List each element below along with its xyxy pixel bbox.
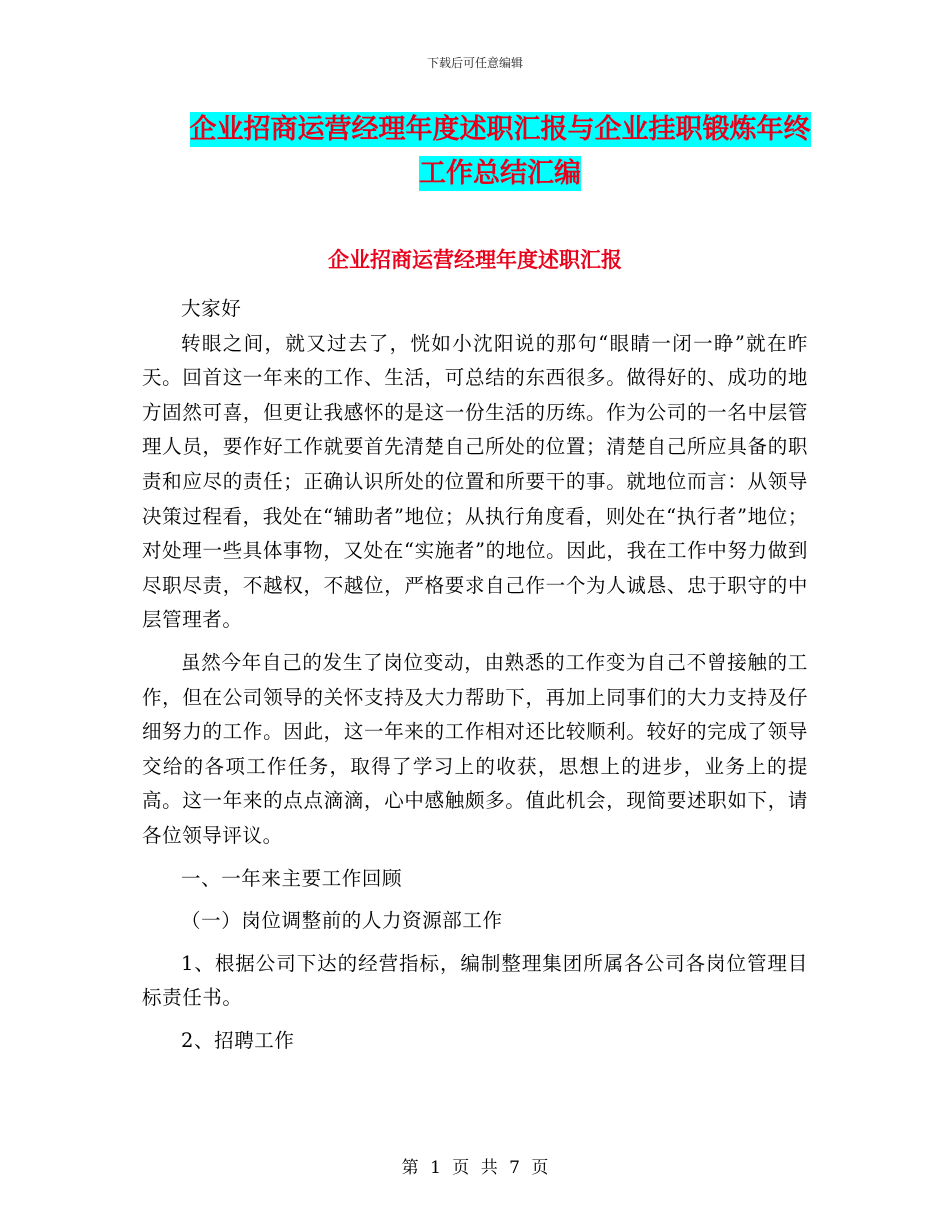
paragraph-intro: 转眼之间，就又过去了，恍如小沈阳说的那句“眼睛一闭一睁”就在昨天。回首这一年来的工作、生活，可总结的东西很多。做得好的、成功的地方固然可喜，但更让我感怀的是这一份生活的历练。作为公司的一名中层管理人员，要作好工作就要首先清楚自己所处的位置；清楚自己所应具备的职责和应尽的责任；正确认识所处的位置和所要干的事。就地位而言：从领导决策过程看，我处在“辅助者”地位；从执行角度看，则处在“执行者”地位；对处理一些具体事物，又处在“实施者”的地位。因此，我在工作中努力做到尽职尽责，不越权，不越位，严格要求自己作一个为人诚恳、忠于职守的中层管理者。 xyxy=(142,331,808,632)
page-footer: 第 1 页 共 7 页 xyxy=(401,1158,549,1178)
header-note: 下载后可任意编辑 xyxy=(426,56,523,70)
subheading-hr-work: （一）岗位调整前的人力资源部工作 xyxy=(181,909,503,933)
paragraph-position-change: 虽然今年自己的发生了岗位变动，由熟悉的工作变为自己不曾接触的工作，但在公司领导的关怀支持及大力帮助下，再加上同事们的大力支持及仔细努力的工作。因此，这一年来的工作相对还比较顺利。较好的完成了领导交给的各项工作任务，取得了学习上的收获，思想上的进步，业务上的提高。这一年来的点点滴滴，心中感触颇多。值此机会，现简要述职如下，请各位领导评议。 xyxy=(142,650,808,847)
document-title-line1: 企业招商运营经理年度述职汇报与企业挂职锻炼年终 xyxy=(189,114,811,145)
paragraph-greeting: 大家好 xyxy=(181,297,242,320)
document-title-line2: 工作总结汇编 xyxy=(419,158,581,189)
document-title xyxy=(140,108,860,196)
section-title: 企业招商运营经理年度述职汇报 xyxy=(328,247,622,272)
document-body xyxy=(142,292,808,1058)
list-item-2: 2、招聘工作 xyxy=(181,1028,295,1052)
heading-work-review: 一、一年来主要工作回顾 xyxy=(181,866,403,890)
list-item-1: 1、根据公司下达的经营指标，编制整理集团所属各公司各岗位管理目标责任书。 xyxy=(142,951,808,1010)
